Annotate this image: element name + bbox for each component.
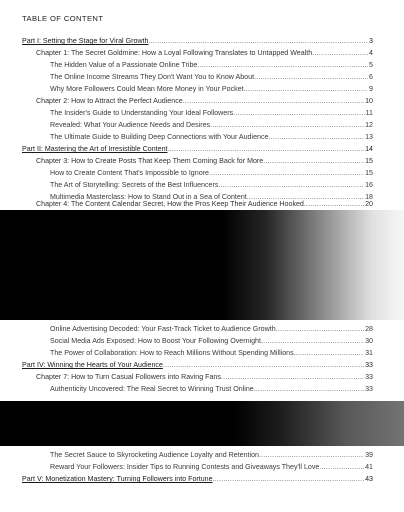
toc-entry-section[interactable] [50, 107, 373, 119]
entry-text: Chapter 4: The Content Calendar Secret, How the Pros Keep Their Audience Hooked [36, 200, 304, 208]
entry-text: The Insider's Guide to Understanding Your Ideal Followers [50, 109, 234, 117]
page-number: 39 [365, 451, 373, 459]
toc-entry-section[interactable] [50, 71, 373, 83]
entry-text: Authenticity Uncovered: The Real Secret to Winning Trust Online [50, 385, 254, 393]
toc-entry-part[interactable] [22, 359, 373, 371]
leader-dots [263, 155, 364, 167]
page-number: 18 [365, 193, 373, 201]
page-number: 20 [365, 200, 373, 208]
toc-entry-part[interactable] [22, 35, 373, 47]
entry-text: Part II: Mastering the Art of Irresistible Content [22, 145, 168, 153]
redaction-band [0, 210, 404, 320]
entry-text: How to Create Content That's Impossible to Ignore [50, 169, 209, 177]
toc-entry-section[interactable] [50, 383, 373, 395]
toc-entry-section[interactable] [50, 335, 373, 347]
toc-entry-chapter[interactable] [36, 371, 373, 383]
toc-entry-part[interactable] [22, 473, 373, 485]
leader-dots [294, 347, 364, 359]
page-number: 6 [369, 73, 373, 81]
page-number: 30 [365, 337, 373, 345]
entry-text: Chapter 1: The Secret Goldmine: How a Loyal Following Translates to Untapped Wealth [36, 49, 313, 57]
entry-text: Reward Your Followers: Insider Tips to Running Contests and Giveaways They'll Love [50, 463, 320, 471]
leader-dots [148, 35, 368, 47]
entry-text: The Ultimate Guide to Building Deep Connections with Your Audience [50, 133, 269, 141]
redaction-band [0, 401, 404, 446]
page-number: 31 [365, 349, 373, 357]
leader-dots [210, 119, 364, 131]
entry-text: Social Media Ads Exposed: How to Boost Your Following Overnight [50, 337, 261, 345]
entry-text: The Power of Collaboration: How to Reach Millions Without Spending Millions [50, 349, 294, 357]
leader-dots [218, 179, 364, 191]
toc-entry-section[interactable] [50, 461, 373, 473]
leader-dots [268, 131, 364, 143]
entry-text: Chapter 2: How to Attract the Perfect Audience [36, 97, 183, 105]
leader-dots [254, 71, 368, 83]
leader-dots [163, 359, 364, 371]
page-number: 15 [365, 169, 373, 177]
leader-dots [276, 323, 364, 335]
leader-dots [209, 167, 364, 179]
page-number: 41 [365, 463, 373, 471]
page-number: 43 [365, 475, 373, 483]
page-number: 28 [365, 325, 373, 333]
page-number: 10 [365, 97, 373, 105]
leader-dots [254, 383, 364, 395]
entry-text: Chapter 7: How to Turn Casual Followers into Raving Fans [36, 373, 221, 381]
leader-dots [213, 473, 365, 485]
toc-entry-section[interactable] [50, 323, 373, 335]
leader-dots [312, 47, 368, 59]
page-number: 12 [365, 121, 373, 129]
leader-dots [233, 107, 364, 119]
leader-dots [304, 198, 364, 210]
entry-text: The Online Income Streams They Don't Want You to Know About [50, 73, 255, 81]
entry-text: Part V: Monetization Mastery: Turning Followers into Fortune [22, 475, 213, 483]
leader-dots [221, 371, 364, 383]
entry-text: Chapter 3: How to Create Posts That Keep Them Coming Back for More [36, 157, 264, 165]
toc-entry-chapter[interactable] [36, 95, 373, 107]
toc-entry-chapter[interactable] [36, 198, 373, 210]
page-number: 11 [365, 109, 373, 117]
entry-text: Why More Followers Could Mean More Money in Your Pocket [50, 85, 244, 93]
toc-entry-section[interactable] [50, 167, 373, 179]
page-number: 14 [365, 145, 373, 153]
entry-text: Part IV: Winning the Hearts of Your Audience [22, 361, 163, 369]
leader-dots [183, 95, 364, 107]
leader-dots [167, 143, 364, 155]
page-number: 9 [369, 85, 373, 93]
page-number: 16 [365, 181, 373, 189]
page-number: 33 [365, 385, 373, 393]
leader-dots [244, 83, 368, 95]
toc-entry-section[interactable] [50, 119, 373, 131]
toc-entry-part[interactable] [22, 143, 373, 155]
leader-dots [261, 335, 364, 347]
entry-text: Part I: Setting the Stage for Viral Growth [22, 37, 149, 45]
toc-entry-section[interactable] [50, 131, 373, 143]
page-number: 4 [369, 49, 373, 57]
toc-entry-chapter[interactable] [36, 47, 373, 59]
entry-text: The Art of Storytelling: Secrets of the Best Influencers [50, 181, 219, 189]
toc-entry-section[interactable] [50, 449, 373, 461]
entry-text: The Hidden Value of a Passionate Online Tribe [50, 61, 198, 69]
page-number: 15 [365, 157, 373, 165]
leader-dots [259, 449, 364, 461]
page-number: 3 [369, 37, 373, 45]
toc-entry-chapter[interactable] [36, 155, 373, 167]
entry-text: Multimedia Masterclass: How to Stand Out in a Sea of Content [50, 193, 247, 201]
leader-dots [197, 59, 368, 71]
toc-entry-section[interactable] [50, 59, 373, 71]
entry-text: The Secret Sauce to Skyrocketing Audience Loyalty and Retention [50, 451, 259, 459]
page-number: 33 [365, 373, 373, 381]
page-number: 5 [369, 61, 373, 69]
page-number: 13 [365, 133, 373, 141]
toc-entry-section[interactable] [50, 83, 373, 95]
toc-entry-section[interactable] [50, 179, 373, 191]
entry-text: Online Advertising Decoded: Your Fast-Track Ticket to Audience Growth [50, 325, 276, 333]
toc-entry-section[interactable] [50, 347, 373, 359]
page-number: 33 [365, 361, 373, 369]
entry-text: Revealed: What Your Audience Needs and Desires [50, 121, 211, 129]
leader-dots [319, 461, 364, 473]
toc-title: TABLE OF CONTENT [22, 14, 104, 23]
